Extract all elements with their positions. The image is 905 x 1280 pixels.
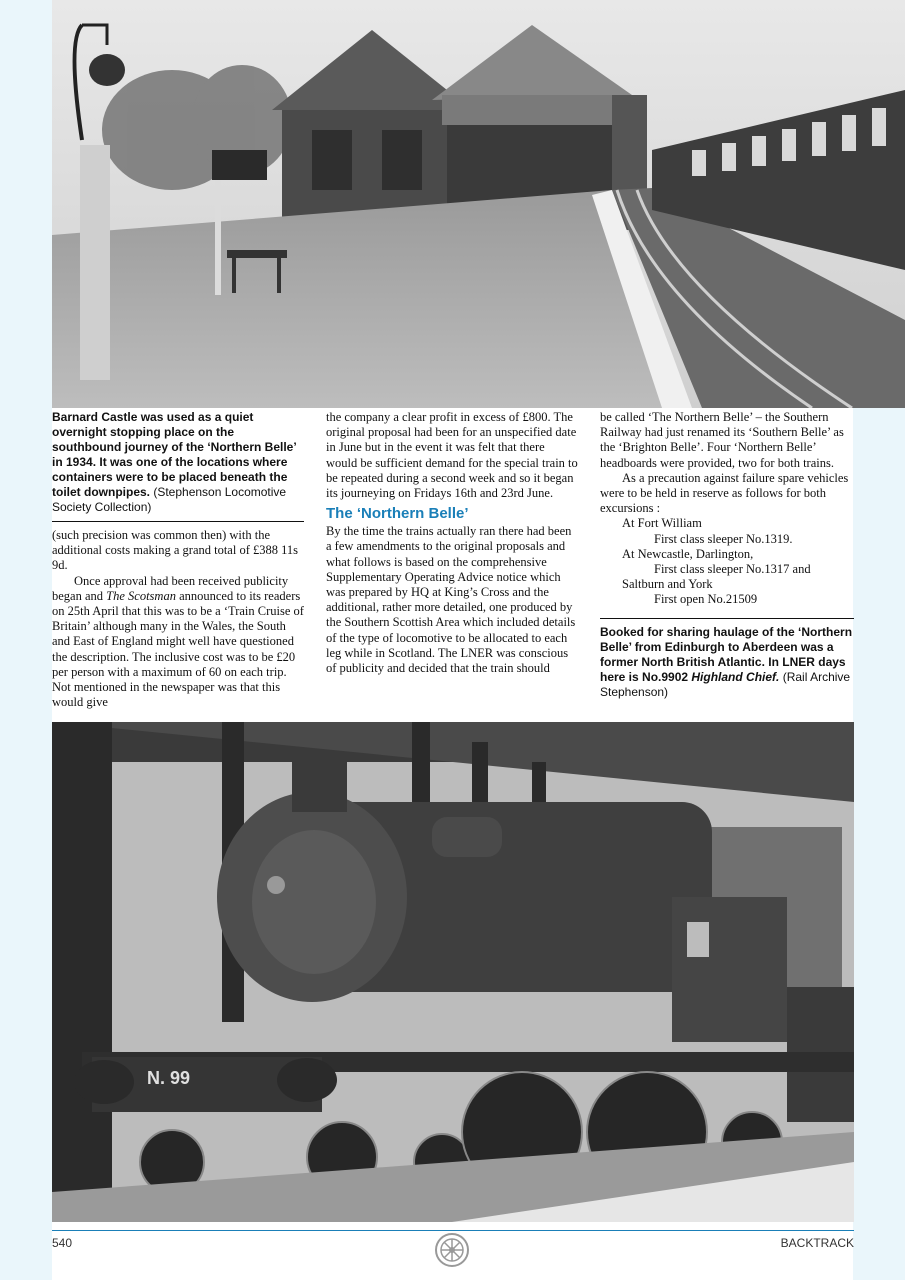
number-plate: N. 99: [147, 1068, 191, 1088]
section-heading: The ‘Northern Belle’: [326, 505, 469, 523]
magazine-name: BACKTRACK: [780, 1236, 854, 1250]
col3-paragraph-2: As a precaution against failure spare vehicles were to be held in reserve as follows for both excursions :: [600, 470, 849, 516]
caption-top-credit: (Stephenson Locomotive Society Collection): [52, 485, 287, 514]
footer-rule: [52, 1230, 854, 1231]
wheel-icon: [434, 1232, 470, 1268]
locomotive-name: Highland Chief.: [691, 669, 780, 684]
photo-barnard-castle-station: [52, 0, 905, 408]
photo-highland-chief-locomotive: [52, 722, 854, 1222]
list-item: First open No.21509: [654, 592, 758, 607]
reserve-vehicle-list: [600, 516, 854, 607]
col3-paragraph-1: be called ‘The Northern Belle’ – the Southern Railway had just renamed its ‘Southern Belle’ as the ‘Brighton Belle’. Four ‘Northern Belle’ headboards were provided, two for both trains.: [600, 410, 844, 470]
page-number: 540: [52, 1236, 73, 1250]
column-1: [52, 410, 304, 710]
caption-rule: [52, 521, 304, 522]
column-2: [326, 410, 578, 676]
col1-p2-start: Once approval had been received publicity began and: [52, 573, 289, 603]
col1-paragraph-2: [52, 574, 304, 711]
caption-bottom: [600, 625, 854, 700]
list-item: At Newcastle, Darlington,: [622, 546, 754, 561]
caption-bottom-text: Booked for sharing haulage of the ‘Northern Belle’ from Edinburgh to Aberdeen was a former North British Atlantic. In LNER days here is No.9902: [600, 624, 853, 684]
caption-top: [52, 410, 304, 515]
col2-paragraph-2: By the time the trains actually ran there had been a few amendments to the original proposals and what follows is based on the comprehensive Supplementary Operating Advice notice which was prepared by HQ at King’s Cross and the additional, rather more detailed, one produced by the Southern Scottish Area which included details of the type of locomotive to be allocated to each leg while in Scotland. The LNER was conscious of publicity and decided that the train should: [326, 524, 576, 676]
col1-paragraph-1: (such precision was common then) with the additional costs making a grand total of £388 11s 9d.: [52, 528, 299, 573]
list-item: Saltburn and York: [622, 577, 713, 592]
col1-p2-end: announced to its readers on 25th April that this was to be a ‘Train Cruise of Britain’ although many in the Wales, the South and East of England might well have questioned the description. The inclusive cost was to be £20 per person with a maximum of 60 on each trip. Not mentioned in the newspaper was that this would give: [52, 588, 304, 710]
list-item: First class sleeper No.1319.: [654, 531, 793, 546]
list-item: First class sleeper No.1317 and: [654, 562, 811, 577]
left-margin-band: [0, 0, 52, 1280]
caption-top-text: Barnard Castle was used as a quiet overnight stopping place on the southbound journey of the ‘Northern Belle’ in 1934. It was one of the locations where containers were to be placed beneath the toilet downpipes.: [52, 410, 297, 499]
caption-rule: [600, 618, 854, 619]
col2-paragraph-1: the company a clear profit in excess of £800. The original proposal had been for an unspecified date in June but in the event it was felt that there would be sufficient demand for the special train to be repeated during a second week and so it began its journeying on Fridays 16th and 23rd June.: [326, 410, 578, 501]
caption-bottom-credit: (Rail Archive Stephenson): [600, 669, 851, 699]
newspaper-title: The Scotsman: [106, 588, 176, 603]
column-3: [600, 410, 854, 700]
list-item: At Fort William: [622, 516, 702, 531]
